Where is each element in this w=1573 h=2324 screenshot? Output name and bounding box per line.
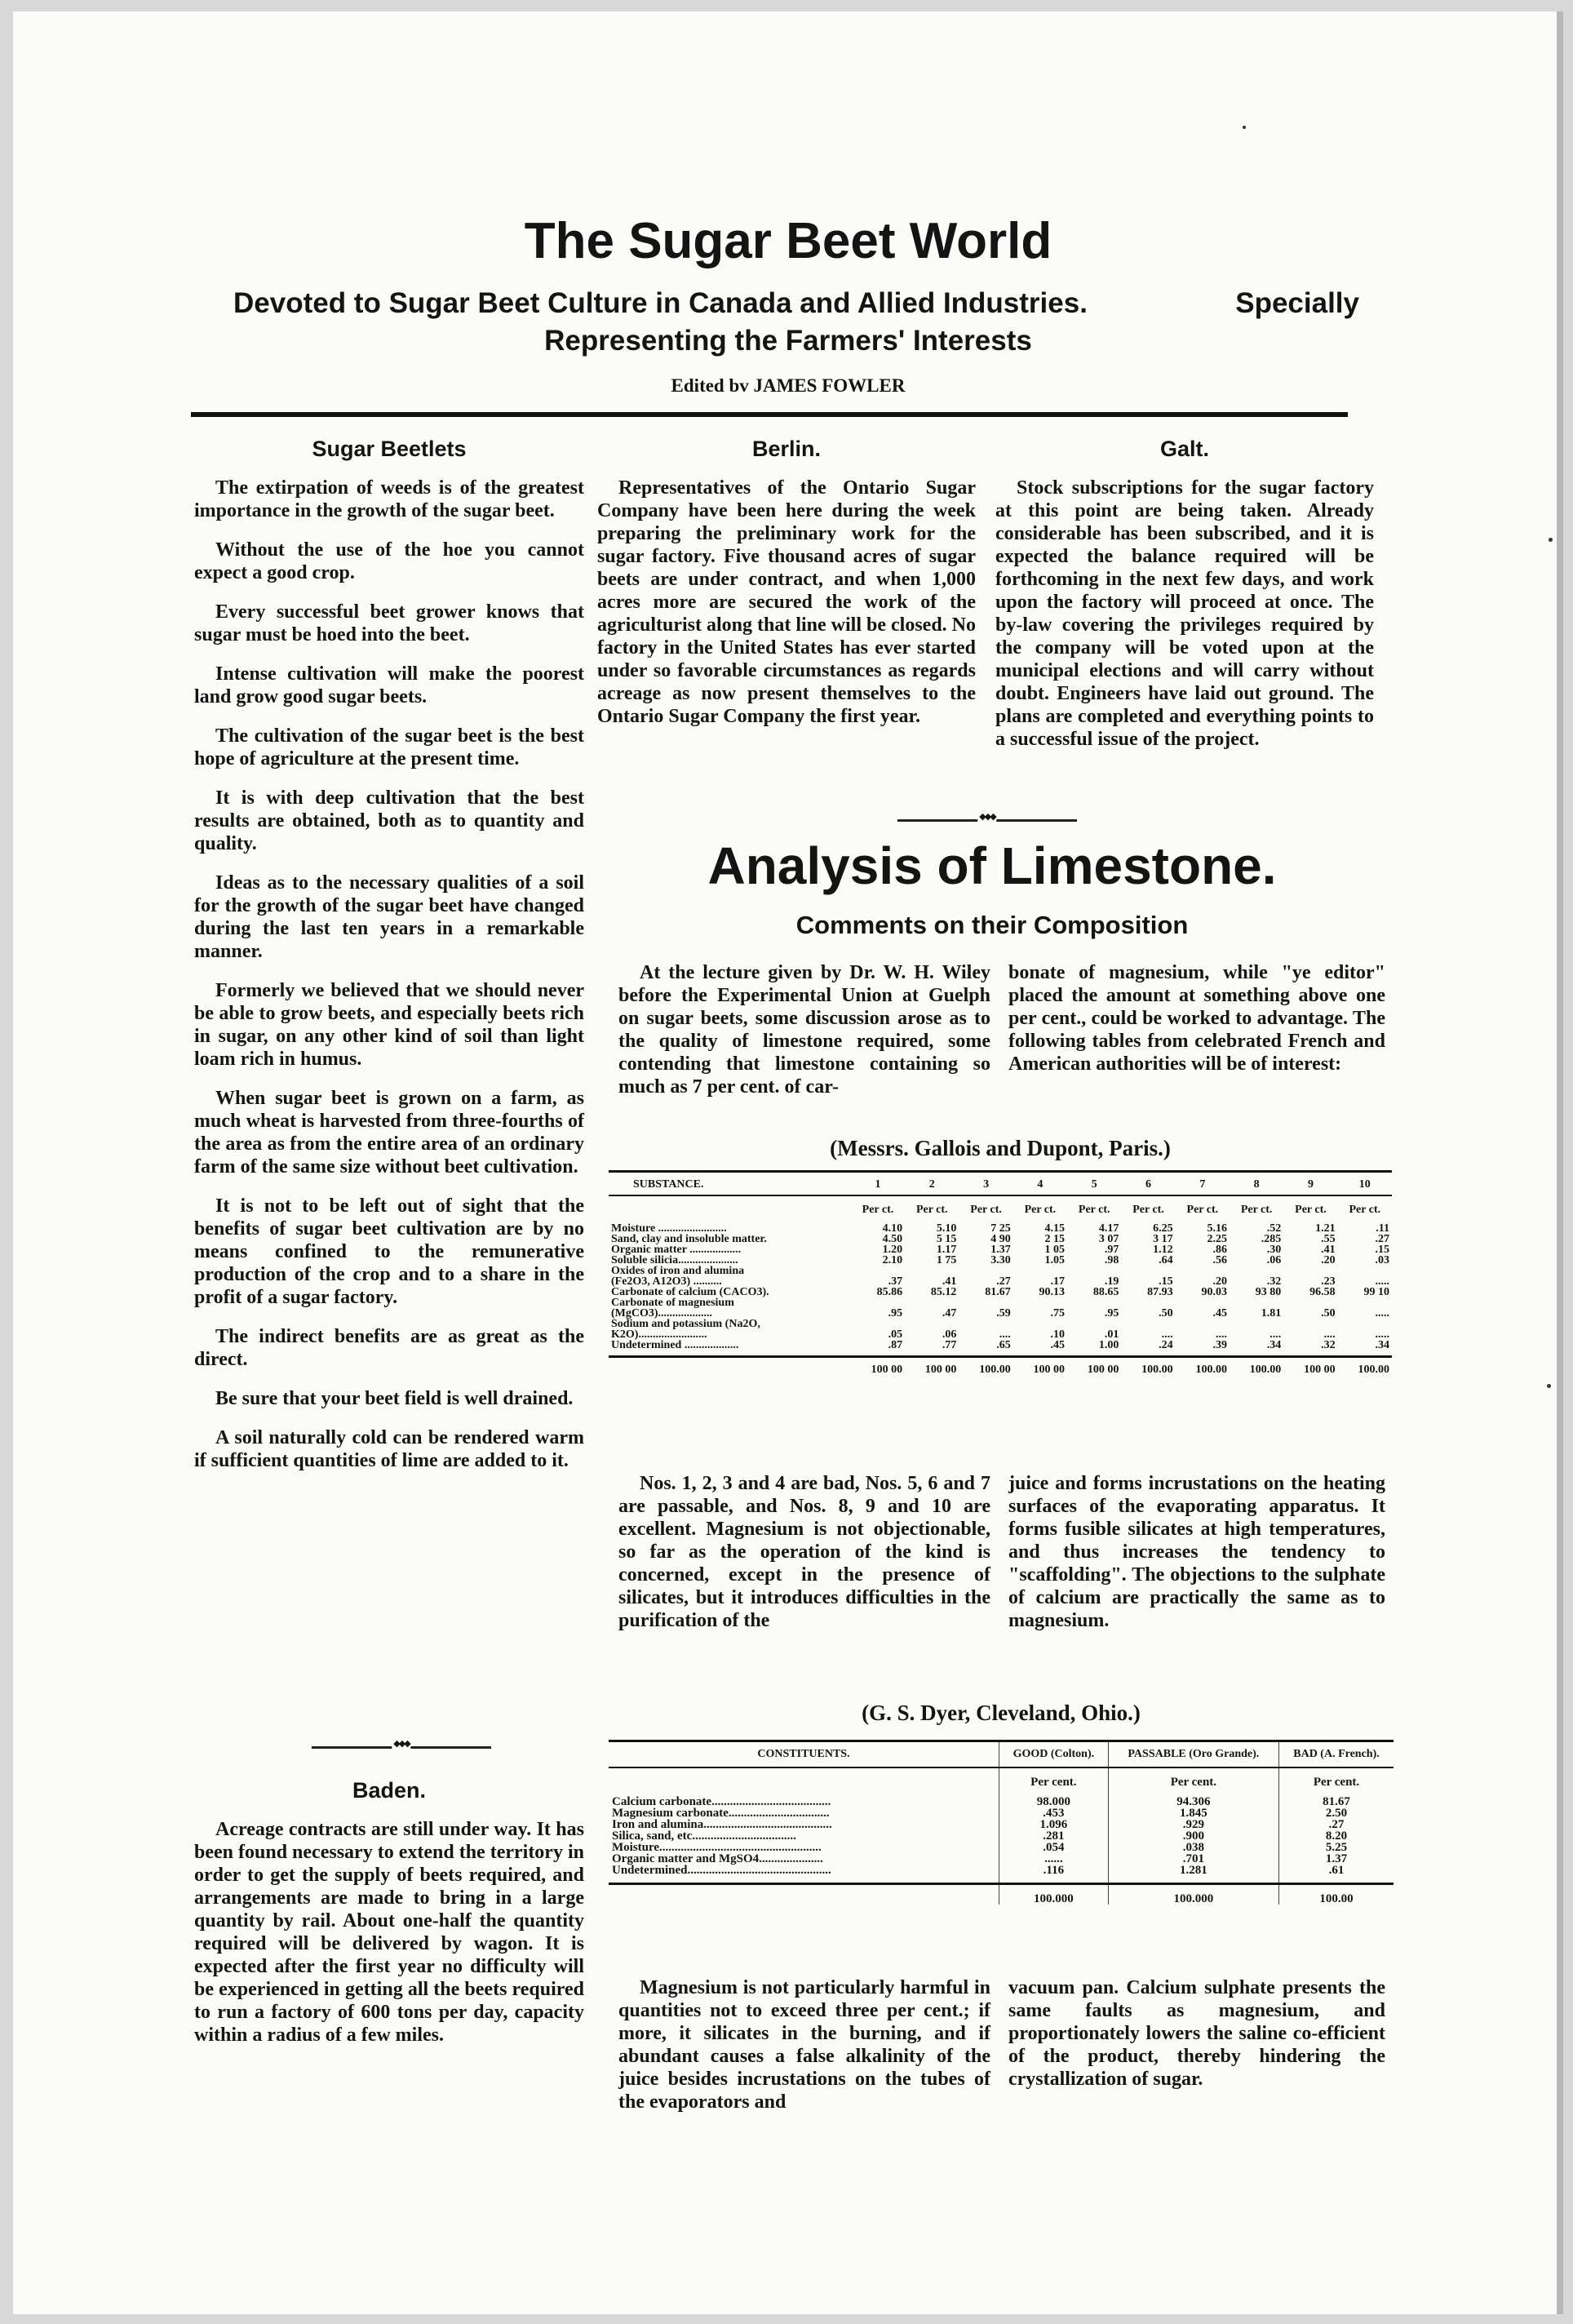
- table1-cell: .23: [1321, 1275, 1336, 1288]
- analysis-mid-left: [618, 1472, 990, 1632]
- table1-cell: .34: [1338, 1340, 1392, 1357]
- table1-caption: (Messrs. Gallois and Dupont, Paris.): [830, 1136, 1171, 1160]
- table2-column-header: PASSABLE (Oro Grande).: [1108, 1741, 1278, 1768]
- table1-row-label: Soluble silicia.....................: [611, 1254, 738, 1266]
- table1-cell: .10: [1050, 1328, 1066, 1341]
- speck: [1549, 538, 1553, 542]
- table1-cell: 96.58: [1309, 1286, 1336, 1298]
- table1-cell: .20: [1212, 1275, 1227, 1288]
- table1-row-label: Organic matter ..................: [611, 1244, 742, 1256]
- table1-cell: .50: [1159, 1307, 1173, 1319]
- table2-cell: 1.845: [1108, 1807, 1278, 1819]
- table1-total-cell: 100.00: [959, 1357, 1012, 1376]
- table2-unit-cell: Per cent.: [1108, 1767, 1278, 1796]
- table1-cell: .37: [888, 1275, 903, 1288]
- table2-cell: .61: [1279, 1865, 1394, 1884]
- beetlet-paragraph: Be sure that your beet field is well drained.: [215, 1388, 574, 1409]
- table1-cell: 7 25: [990, 1222, 1011, 1235]
- table2-row: [609, 1807, 1394, 1819]
- table2-cell: .281: [999, 1830, 1109, 1842]
- table2-cell: .116: [999, 1865, 1109, 1884]
- table1-cell: 88.65: [1092, 1286, 1119, 1298]
- table1-cell: 6.25: [1153, 1222, 1173, 1235]
- table1-cell: .285: [1261, 1233, 1282, 1245]
- table1-cell: .32: [1266, 1275, 1282, 1288]
- analysis-intro-left-text: At the lecture given by Dr. W. H. Wiley before the Experimental Union at Guelph on sugar beets, some discussion arose as to the quality of limestone required, some contending that limestone containing so much as 7 per cent. of car-: [618, 962, 990, 1098]
- table2-row-label: Undetermined...............................................: [609, 1865, 999, 1884]
- table1-cell: 3.30: [990, 1254, 1011, 1266]
- table1-cell: .50: [1321, 1307, 1336, 1319]
- table1-cell: 87.93: [1147, 1286, 1173, 1298]
- table1-cell: .20: [1321, 1254, 1336, 1266]
- table1-cell: .97: [1104, 1244, 1119, 1256]
- beetlet-paragraph: Ideas as to the necessary qualities of a soil for the growth of the sugar beet have changed during the last ten years in a remarkable manner.: [194, 872, 584, 962]
- table2-column-header: GOOD (Colton).: [999, 1741, 1109, 1768]
- table2-cell: .453: [999, 1807, 1109, 1819]
- galt-text: Stock subscriptions for the sugar factory at this point are being taken. Already considerable has been subscribed, and it is expected the balance required will be forthcoming in the next few days, and work upon the factory will proceed at once. The by-law covering the privileges required by the company will be voted upon at the municipal elections and will carry without doubt. Engineers have laid out ground. The plans are completed and everything points to a successful issue of the project.: [995, 477, 1374, 750]
- table1-column-header: 5: [1067, 1172, 1121, 1196]
- table1-row-label: Undetermined ...................: [609, 1340, 851, 1357]
- table1-total-cell: 100 00: [1283, 1357, 1337, 1376]
- table2-total-cell: 100.00: [1279, 1884, 1394, 1905]
- table1-cell: 1.20: [882, 1244, 903, 1256]
- beetlet-paragraph: A soil naturally cold can be rendered warm if sufficient quantities of lime are added to it.: [194, 1427, 584, 1471]
- table1-cell: 1.00: [1067, 1340, 1121, 1357]
- table1-cell: 1.05: [1044, 1254, 1066, 1266]
- table1-cell: .77: [905, 1340, 959, 1357]
- table2-total-row: [609, 1884, 1394, 1905]
- analysis-intro-right: [1008, 961, 1385, 1076]
- table1-total-cell: 100 00: [1013, 1357, 1067, 1376]
- table1-cell: 4.10: [882, 1222, 903, 1235]
- table2-cell: 8.20: [1279, 1830, 1394, 1842]
- table1-cell: .27: [1375, 1233, 1389, 1245]
- table1-cell: 3 07: [1098, 1233, 1119, 1245]
- table2-row: [609, 1853, 1394, 1865]
- table1-cell: .98: [1104, 1254, 1119, 1266]
- table1-total-cell: 100.00: [1176, 1357, 1230, 1376]
- table2-cell: .701: [1108, 1853, 1278, 1865]
- table1-cell: 1.21: [1315, 1222, 1336, 1235]
- beetlet-paragraph: Intense cultivation will make the poorest land grow good sugar beets.: [194, 663, 584, 707]
- beetlet-paragraph: Without the use of the hoe you cannot expect a good crop.: [194, 539, 584, 583]
- sugar-beetlets-heading: Sugar Beetlets: [312, 437, 467, 461]
- table1-cell: .59: [996, 1307, 1011, 1319]
- table1-cell: .06: [942, 1328, 957, 1341]
- table1-row-label: Oxides of iron and alumina: [611, 1265, 745, 1277]
- table1-cell: 99 10: [1363, 1286, 1389, 1298]
- analysis-end-right: [1008, 1976, 1385, 2091]
- table1-cell: .03: [1375, 1254, 1389, 1266]
- table1-total-cell: 100 00: [1067, 1357, 1121, 1376]
- masthead-title: The Sugar Beet World: [524, 213, 1052, 269]
- table2-row: [609, 1842, 1394, 1853]
- table1-total-cell: 100.00: [1338, 1357, 1392, 1376]
- table2-cell: .038: [1108, 1842, 1278, 1853]
- table1-column-header: 8: [1230, 1172, 1283, 1196]
- table1-cell: .....: [1375, 1275, 1389, 1288]
- table1-cell: 4 90: [990, 1233, 1011, 1245]
- table1-unit-cell: Per ct.: [1078, 1204, 1110, 1216]
- table2-cell: .054: [999, 1842, 1109, 1853]
- table1-cell: ....: [1269, 1328, 1282, 1341]
- section-divider-ornament: [312, 1746, 491, 1749]
- table1-cell: .56: [1212, 1254, 1227, 1266]
- table1-row-label: (MgCO3)...................: [611, 1307, 713, 1319]
- masthead-subtitle-line2: Representing the Farmers' Interests: [544, 325, 1032, 357]
- table1-cell: ....: [999, 1328, 1011, 1341]
- table1-cell: .30: [1266, 1244, 1282, 1256]
- table1-cell: 1 75: [936, 1254, 957, 1266]
- speck: [1547, 1384, 1551, 1388]
- beetlet-paragraph: The extirpation of weeds is of the greatest importance in the growth of the sugar beet.: [194, 477, 584, 521]
- table2-cell: 1.37: [1279, 1853, 1394, 1865]
- table1-column-header: 3: [959, 1172, 1012, 1196]
- analysis-mid-right: [1008, 1472, 1385, 1632]
- table1-cell: 5.16: [1207, 1222, 1227, 1235]
- speck: [1243, 126, 1246, 129]
- table2-cell: .900: [1108, 1830, 1278, 1842]
- masthead-subtitle-line1: [233, 287, 1359, 320]
- table1-cell: 90.03: [1201, 1286, 1227, 1298]
- galt-heading: Galt.: [1159, 437, 1209, 461]
- table1-cell: .32: [1283, 1340, 1337, 1357]
- table2-row-label: Calcium carbonate.......................................: [612, 1795, 831, 1808]
- table1-cell: 1.81: [1261, 1307, 1282, 1319]
- table1-cell: .15: [1375, 1244, 1389, 1256]
- baden-heading: Baden.: [352, 1778, 427, 1803]
- table1-cell: .39: [1176, 1340, 1230, 1357]
- analysis-subtitle: Comments on their Composition: [795, 911, 1189, 939]
- berlin-text: Representatives of the Ontario Sugar Company have been here during the week preparing the preliminary work for the sugar factory. Five thousand acres of sugar beets are under contract, and when 1,000 acres more are secured the work of the agriculturist along that line will be closed. No factory in the United States has ever started under so favorable circumstances as regards acreage as now present themselves to the Ontario Sugar Company the first year.: [597, 477, 976, 727]
- table1-cell: .75: [1050, 1307, 1066, 1319]
- beetlet-paragraph: It is not to be left out of sight that the benefits of sugar beet cultivation are by no means confined to the remunerative production of the crop and to a share in the profit of a sugar factory.: [194, 1195, 584, 1308]
- table1-column-header: 10: [1338, 1172, 1392, 1196]
- table2-row-label: Moisture.....................................................: [612, 1841, 822, 1854]
- table1-row-label: K2O)........................: [611, 1328, 707, 1341]
- table2-column-header: BAD (A. French).: [1279, 1741, 1394, 1768]
- table1-column-header: 6: [1121, 1172, 1175, 1196]
- table1-column-header: 4: [1013, 1172, 1067, 1196]
- table1-cell: .15: [1159, 1275, 1173, 1288]
- table1-cell: 93 80: [1255, 1286, 1282, 1298]
- berlin-column: [597, 437, 976, 744]
- table1-cell: 3 17: [1153, 1233, 1173, 1245]
- table2-cell: .27: [1279, 1819, 1394, 1830]
- table1-column-header: 2: [905, 1172, 959, 1196]
- table1-total-cell: 100.00: [1121, 1357, 1175, 1376]
- table1-cell: .52: [1266, 1222, 1282, 1235]
- table1-cell: ....: [1215, 1328, 1227, 1341]
- berlin-heading: Berlin.: [751, 437, 822, 461]
- table2-cell: .929: [1108, 1819, 1278, 1830]
- table1-row-label: Sodium and potassium (Na2O,: [611, 1318, 760, 1330]
- limestone-analysis-table-paris: [609, 1170, 1392, 1375]
- table2-cell: 98.000: [999, 1796, 1109, 1807]
- table2-row: [609, 1819, 1394, 1830]
- table1-unit-cell: Per ct.: [1349, 1204, 1381, 1216]
- masthead-editor: Edited bv JAMES FOWLER: [671, 375, 906, 396]
- table1-cell: .95: [1104, 1307, 1119, 1319]
- table2-header-constituents: CONSTITUENTS.: [609, 1741, 999, 1768]
- table1-cell: 4.17: [1098, 1222, 1119, 1235]
- table1-row-label: Moisture ........................: [611, 1222, 727, 1235]
- beetlet-paragraph: Every successful beet grower knows that sugar must be hoed into the beet.: [194, 601, 584, 645]
- table1-unit-cell: Per ct.: [1295, 1204, 1327, 1216]
- table1-cell: 5.10: [936, 1222, 957, 1235]
- beetlet-paragraph: When sugar beet is grown on a farm, as much wheat is harvested from three-fourths of the area as from the entire area of an ordinary farm of the same size without beet cultivation.: [194, 1088, 584, 1178]
- table1-header-substance: SUBSTANCE.: [609, 1172, 851, 1196]
- table1-cell: 5 15: [936, 1233, 957, 1245]
- table1-cell: .55: [1321, 1233, 1336, 1245]
- table1-cell: .41: [1321, 1244, 1336, 1256]
- table1-cell: 85.12: [930, 1286, 957, 1298]
- table2-cell: 81.67: [1279, 1796, 1394, 1807]
- table1-cell: .45: [1013, 1340, 1067, 1357]
- beetlet-paragraph: Formerly we believed that we should never be able to grow beets, and especially beets rich in sugar, on any other kind of soil than light loam rich in humus.: [194, 980, 584, 1070]
- table2-cell: 2.50: [1279, 1807, 1394, 1819]
- table1-unit-cell: Per ct.: [1240, 1204, 1273, 1216]
- table1-cell: 85.86: [876, 1286, 903, 1298]
- table1-total-cell: 100 00: [851, 1357, 905, 1376]
- analysis-intro-right-text: bonate of magnesium, while "ye editor" placed the amount at something above one per cent., could be worked to advantage. The following tables from celebrated French and American authorities will be of interest:: [1008, 962, 1385, 1075]
- table2-row-label: Organic matter and MgSO4.....................: [612, 1852, 823, 1865]
- table1-row-label: Sand, clay and insoluble matter.: [611, 1233, 767, 1245]
- table1-cell: ....: [1161, 1328, 1173, 1341]
- table1-unit-cell: Per ct.: [915, 1204, 948, 1216]
- table1-cell: 1 05: [1044, 1244, 1066, 1256]
- table2-total-cell: 100.000: [999, 1884, 1109, 1905]
- table1-unit-cell: Per ct.: [1186, 1204, 1219, 1216]
- table1-cell: .87: [851, 1340, 905, 1357]
- table1-cell: .45: [1212, 1307, 1227, 1319]
- beetlet-paragraph: The indirect benefits are as great as the direct.: [194, 1326, 584, 1370]
- table2-cell: 94.306: [1108, 1796, 1278, 1807]
- limestone-constituents-table-cleveland: [609, 1740, 1394, 1905]
- beetlet-paragraph: It is with deep cultivation that the best results are obtained, both as to quantity and quality.: [194, 787, 584, 854]
- table1-unit-cell: Per ct.: [1132, 1204, 1164, 1216]
- baden-text: Acreage contracts are still under way. It has been found necessary to extend the territory in order to get the supply of beets required, and arrangements are made to bring in a large quantity by rail. About one-half the quantity required will be delivered by wagon. It is expected after the first year no difficulty will be experienced in getting all the beets required to run a factory of 600 tons per day, capacity within a radius of a few miles.: [194, 1819, 584, 2046]
- analysis-divider-ornament: [897, 819, 1077, 822]
- analysis-intro-left: [618, 961, 990, 1098]
- newspaper-page: [13, 11, 1563, 2314]
- table1-cell: .64: [1159, 1254, 1173, 1266]
- table1-row: [609, 1340, 1392, 1357]
- analysis-mid-left-text: Nos. 1, 2, 3 and 4 are bad, Nos. 5, 6 and 7 are passable, and Nos. 8, 9 and 10 are excellent. Magnesium is not objectionable, so far as the operation of the kind is concerned, except in the presence of silicates, but it introduces difficulties in the purification of the: [618, 1473, 990, 1631]
- table1-cell: .86: [1212, 1244, 1227, 1256]
- table1-cell: 2.10: [882, 1254, 903, 1266]
- table1-row-label: Carbonate of magnesium: [611, 1297, 734, 1309]
- table2-row-label: Silica, sand, etc..................................: [612, 1829, 796, 1843]
- table2-caption: (G. S. Dyer, Cleveland, Ohio.): [862, 1701, 1141, 1725]
- table2-row: [609, 1830, 1394, 1842]
- table1-cell: ....: [1323, 1328, 1336, 1341]
- table2-cell: 1.281: [1108, 1865, 1278, 1884]
- beetlet-paragraph: The cultivation of the sugar beet is the best hope of agriculture at the present time.: [194, 725, 584, 769]
- analysis-end-left-text: Magnesium is not particularly harmful in quantities not to exceed three per cent.; if more, it silicates in the burning, and if abundant causes a false alkalinity of the juice besides incrustations on the tubes of the evaporators and: [618, 1977, 990, 2113]
- table1-cell: .11: [1376, 1222, 1389, 1235]
- table1-cell: .41: [942, 1275, 957, 1288]
- table1-cell: 4.50: [882, 1233, 903, 1245]
- masthead-subtitle-text: Devoted to Sugar Beet Culture in Canada and Allied Industries.: [233, 287, 1088, 319]
- table2-row: [609, 1865, 1394, 1884]
- table1-cell: .34: [1230, 1340, 1283, 1357]
- table1-cell: .01: [1104, 1328, 1119, 1341]
- analysis-mid-right-text: juice and forms incrustations on the heating surfaces of the evaporating apparatus. It forms fusible silicates at high temperatures, and thus increases the tendency to "scaffolding". The objections to the sulphate of calcium are practically the same as to magnesium.: [1008, 1473, 1385, 1631]
- table1-cell: .05: [888, 1328, 903, 1341]
- table1-cell: 2 15: [1044, 1233, 1066, 1245]
- table2-row: [609, 1796, 1394, 1807]
- table1-cell: .....: [1375, 1328, 1389, 1341]
- analysis-end-left: [618, 1976, 990, 2113]
- table1-cell: 90.13: [1039, 1286, 1066, 1298]
- table1-cell: .47: [942, 1307, 957, 1319]
- table2-unit-row: [609, 1767, 1394, 1796]
- table1-column-header: 7: [1176, 1172, 1230, 1196]
- table1-cell: .19: [1104, 1275, 1119, 1288]
- masthead-subtitle-specially: Specially: [1235, 287, 1359, 319]
- table1-cell: .....: [1375, 1307, 1389, 1319]
- table1-cell: .06: [1266, 1254, 1282, 1266]
- table1-unit-cell: Per ct.: [1024, 1204, 1057, 1216]
- table1-column-header: 1: [851, 1172, 905, 1196]
- table1-unit-cell: Per ct.: [970, 1204, 1002, 1216]
- table1-column-header: 9: [1283, 1172, 1337, 1196]
- table1-cell: 1.17: [936, 1244, 957, 1256]
- table1-cell: .65: [959, 1340, 1012, 1357]
- table2-unit-cell: Per cent.: [1279, 1767, 1394, 1796]
- table1-unit-cell: Per ct.: [862, 1204, 894, 1216]
- table1-cell: .17: [1050, 1275, 1066, 1288]
- sugar-beetlets-column: [194, 437, 584, 1488]
- table2-cell: ......: [999, 1853, 1109, 1865]
- table1-cell: 1.12: [1153, 1244, 1173, 1256]
- table1-row-label: (Fe2O3, A12O3) ..........: [611, 1275, 722, 1288]
- table2-cell: 1.096: [999, 1819, 1109, 1830]
- table2-row-label: Iron and alumina..........................................: [612, 1818, 832, 1831]
- galt-column: [995, 437, 1374, 767]
- table1-cell: 1.37: [990, 1244, 1011, 1256]
- table2-row-label: Magnesium carbonate.................................: [612, 1807, 830, 1820]
- table1-cell: 4.15: [1044, 1222, 1066, 1235]
- baden-column: [194, 1779, 584, 2063]
- table1-total-row: [609, 1357, 1392, 1376]
- table1-cell: .95: [888, 1307, 903, 1319]
- masthead-rule: [191, 412, 1348, 417]
- table1-cell: .27: [996, 1275, 1011, 1288]
- table1-row-label: Carbonate of calcium (CACO3).: [611, 1286, 769, 1298]
- table2-total-cell: 100.000: [1108, 1884, 1278, 1905]
- table1-total-cell: 100.00: [1230, 1357, 1283, 1376]
- table1-cell: 81.67: [985, 1286, 1011, 1298]
- table1-cell: 2.25: [1207, 1233, 1227, 1245]
- table1-cell: .24: [1121, 1340, 1175, 1357]
- analysis-title: Analysis of Limestone.: [707, 836, 1277, 895]
- table2-unit-cell: Per cent.: [999, 1767, 1109, 1796]
- table1-total-cell: 100 00: [905, 1357, 959, 1376]
- table1-unit-row: [609, 1195, 1392, 1223]
- table2-cell: 5.25: [1279, 1842, 1394, 1853]
- analysis-end-right-text: vacuum pan. Calcium sulphate presents the same faults as magnesium, and proportionately lowers the saline co-efficient of the product, thereby hindering the crystallization of sugar.: [1008, 1977, 1385, 2090]
